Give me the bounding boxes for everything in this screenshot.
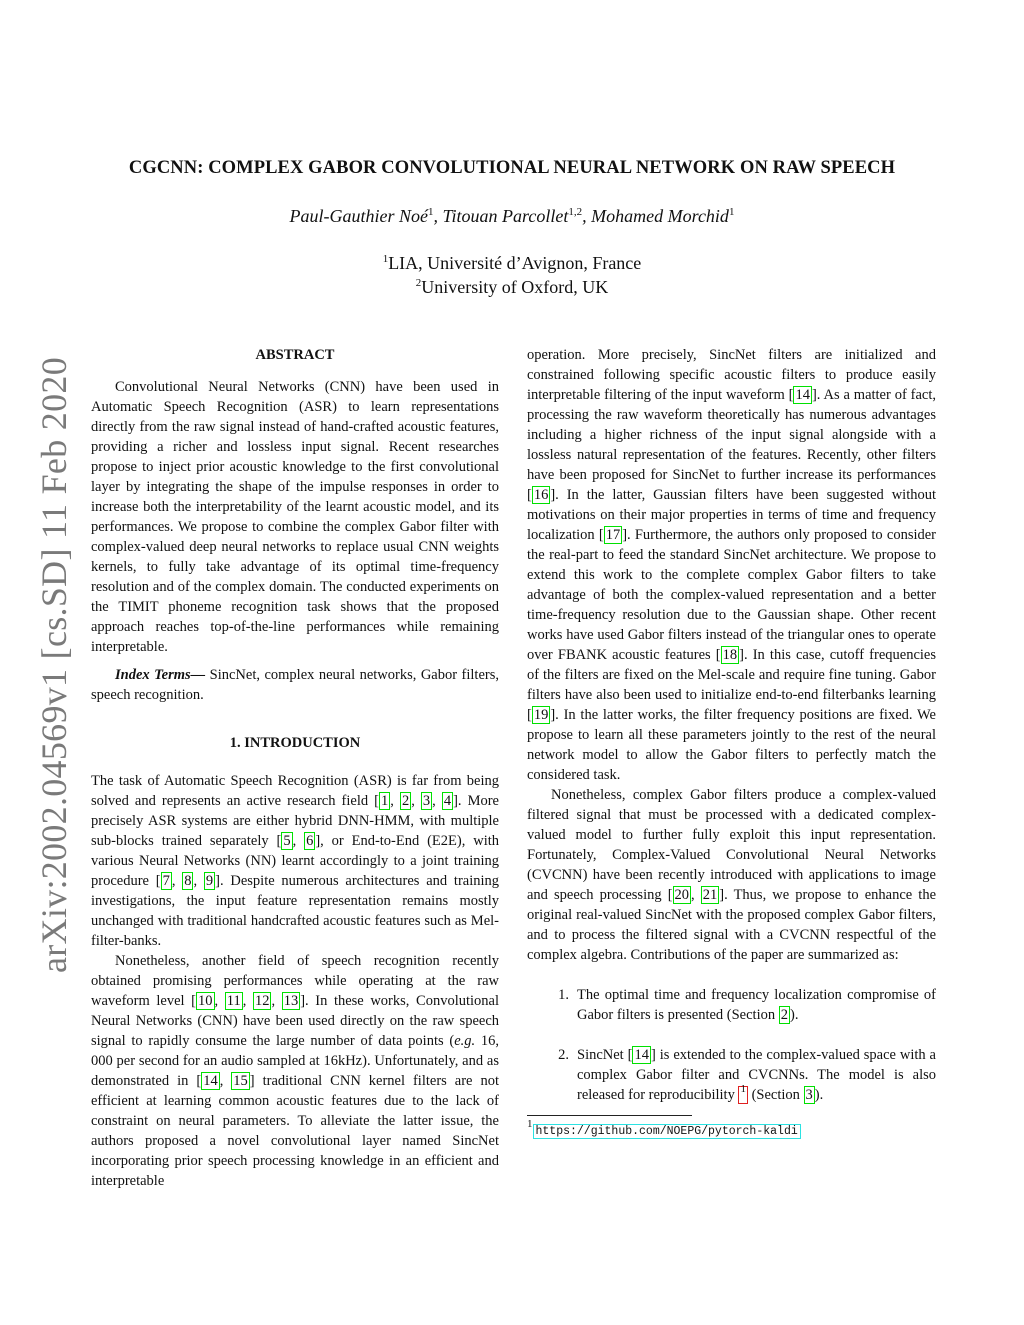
text-run: The optimal time and frequency localization compromise of Gabor filters is presented (Section [577, 987, 936, 1023]
citation-link[interactable]: 9 [205, 873, 214, 889]
citation-link[interactable]: 15 [233, 1073, 248, 1089]
text-run: ]. In this case, cutoff frequencies of the filters are fixed on the Mel-scale and require fine tuning. Gabor filters have also been used to initialize end-to-end filterbanks learning [ [527, 647, 936, 723]
text-run: , [432, 793, 442, 809]
text-run: SincNet [ [577, 1047, 633, 1063]
footnote-number: 1 [527, 1118, 533, 1130]
arxiv-identifier: arXiv:2002.04569v1 [cs.SD] 11 Feb 2020 [34, 356, 74, 974]
text-run: 16, 000 per second for an audio sampled at 16kHz). Unfortunately, and as demonstrated in [ [91, 1033, 500, 1089]
text-run: operation. More precisely, SincNet filters are initialized and constrained following specific acoustic filters to produce easily interpretable filtering of the input waveform [ [527, 347, 936, 403]
list-item-number: 2. [558, 1047, 569, 1063]
text-run: ]. As a matter of fact, processing the raw waveform theoretically has numerous advantages including a higher richness of the input signal alongside with a lossless natural representation of the features. Recently, other filters have been proposed for SincNet to further increase its performances [ [527, 387, 937, 503]
text-run: ] traditional CNN kernel filters are not efficient at learning common acoustic features due to the lack of constraint on neural parameters. To alleviate the latter issue, the authors proposed a novel convolutional layer named SincNet incorporating prior speech processing knowledge in an efficient and interpretable [91, 1073, 499, 1189]
text-run: , [242, 993, 253, 1009]
author-name: Mohamed Morchid [591, 206, 729, 226]
citation-link[interactable]: 5 [283, 833, 291, 849]
footnote-divider [527, 1115, 692, 1116]
list-item-text [577, 985, 936, 1025]
body-paragraph [527, 345, 936, 785]
intro-paragraph [91, 771, 499, 951]
text-run: ). [814, 1087, 824, 1103]
author-name: Paul-Gauthier Noé [289, 206, 429, 226]
citation-link[interactable]: 14 [795, 387, 810, 403]
list-item [527, 1045, 936, 1105]
text-run: , [171, 873, 183, 889]
citation-link[interactable]: 20 [674, 887, 690, 903]
section-link[interactable]: 3 [805, 1087, 813, 1103]
author-name: Titouan Parcollet [442, 206, 569, 226]
citation-link[interactable]: 6 [306, 833, 314, 849]
index-terms [91, 665, 499, 705]
list-item [527, 985, 936, 1025]
abstract-heading: ABSTRACT [255, 347, 335, 363]
footnote [527, 1118, 936, 1140]
citation-link[interactable]: 1 [381, 793, 389, 809]
citation-link[interactable]: 10 [198, 993, 213, 1009]
citation-link[interactable]: 8 [184, 873, 192, 889]
text-run: Nonetheless, complex Gabor filters produce a complex-valued filtered signal that must be processed with a dedicated complex-valued model to further fully exploit this input representation. Fortunately, Complex-Valued Convolutional Neural Networks (CVCNN) have been recently introduced with applications to image and speech processing [ [527, 787, 936, 903]
footnote-link[interactable] [738, 1083, 748, 1104]
text-run: , [219, 1073, 232, 1089]
affiliation-line [0, 253, 1024, 274]
paper-title: CGCNN: COMPLEX GABOR CONVOLUTIONAL NEURAL NETWORK ON RAW SPEECH [128, 158, 896, 178]
citation-link[interactable]: 7 [162, 873, 170, 889]
text-run: , [411, 793, 421, 809]
footnote-marker: 1 [740, 1083, 746, 1095]
author-separator: , [582, 206, 592, 226]
citation-link[interactable]: 21 [702, 887, 718, 903]
list-item-number: 1. [558, 987, 569, 1003]
list-item-text [577, 1045, 936, 1105]
text-run: , [691, 887, 701, 903]
citation-link[interactable]: 4 [443, 793, 452, 809]
contributions-list [527, 985, 936, 1105]
text-run: ]. In the latter, Gaussian filters have been suggested without motivations on their major properties in terms of time and frequency localization [ [527, 487, 936, 543]
author-list [0, 206, 1024, 227]
citation-link[interactable]: 16 [533, 487, 549, 503]
right-column [527, 345, 936, 1140]
text-run: ]. More precisely ASR systems are either hybrid DNN-HMM, with multiple sub-blocks trained separately [ [91, 793, 499, 849]
text-run: The task of Automatic Speech Recognition (ASR) is far from being solved and represents an active research field [ [91, 773, 499, 809]
citation-link[interactable]: 2 [401, 793, 410, 809]
author-affiliation-marker: 1 [428, 206, 434, 218]
affiliation-marker: 2 [415, 277, 422, 289]
text-run: , [390, 793, 400, 809]
author-affiliation-marker: 1 [728, 206, 735, 218]
intro-paragraph [91, 951, 499, 1191]
affiliation-text: University of Oxford, UK [421, 277, 609, 297]
citation-link[interactable]: 14 [203, 1073, 218, 1089]
citation-link[interactable]: 18 [722, 647, 738, 663]
affiliation-text: LIA, Université d’Avignon, France [388, 253, 642, 273]
citation-link[interactable]: 12 [254, 993, 270, 1009]
footnote-url-link[interactable]: https://github.com/NOEPG/pytorch-kaldi [533, 1124, 801, 1139]
citation-link[interactable]: 19 [533, 707, 549, 723]
section-link[interactable]: 2 [780, 1007, 788, 1023]
text-run: Nonetheless, another field of speech recognition recently obtained promising performances while operating at the raw waveform level [ [91, 953, 499, 1009]
text-run: ]. In these works, Convolutional Neural Networks (CNN) have been used directly on the raw speech signal to rapidly consume the large number of data points ( [91, 993, 499, 1049]
affiliation-line [0, 277, 1024, 298]
text-run: ]. In the latter works, the filter frequency positions are fixed. We propose to learn all these parameters jointly to the rest of the neural network model to allow the Gabor filters to perfectly match the considered task. [527, 707, 936, 783]
index-terms-label: Index Terms— [115, 667, 206, 683]
author-affiliation-marker: 1,2 [568, 206, 583, 218]
citation-link[interactable]: 11 [226, 993, 241, 1009]
text-run: ]. Despite numerous architectures and training investigations, the input feature representation remains mostly unchanged with traditional handcrafted acoustic features such as Mel-filter-banks. [91, 873, 500, 949]
citation-link[interactable]: 17 [605, 527, 621, 543]
arxiv-sidebar [32, 355, 76, 975]
citation-link[interactable]: 14 [634, 1047, 649, 1063]
text-run: ]. Furthermore, the authors only proposed to consider the real-part to feed the standard SincNet architecture. We propose to extend this work to the complete complex Gabor filters to take advantage of both the complex-valued representation and a better time-frequency resolution due to the Gaussian shape. Other recent works have used Gabor filters instead of the triangular ones to operate over FBANK acoustic features [ [527, 527, 936, 663]
text-run: ], or End-to-End (E2E), with various Neural Networks (NN) learnt accordingly to a joint training procedure [ [91, 833, 500, 889]
text-run: , [214, 993, 225, 1009]
text-run: ] is extended to the complex-valued space with a complex Gabor filter and CVCNNs. The model is also released for reproducibility [577, 1047, 936, 1103]
text-run: , [292, 833, 305, 849]
citation-link[interactable]: 3 [422, 793, 431, 809]
text-run: , [193, 873, 204, 889]
text-run: ]. Thus, we propose to enhance the original real-valued SincNet with the proposed complex Gabor filters, and to process the filtered signal with a CVCNN respectful of the complex algebra. Contributions of the paper are summarized as: [527, 887, 937, 963]
abstract-text: Convolutional Neural Networks (CNN) have been used in Automatic Speech Recognition (ASR) to learn representations directly from the raw signal instead of hand-crafted acoustic features, providing a richer and lossless input signal. Recent researches propose to inject prior acoustic knowledge to the first convolutional layer by integrating the shape of the impulse responses in order to increase both the interpretability of the learnt acoustic model, and its performances. We propose to combine the complex Gabor filter with complex-valued deep neural networks to replace usual CNN weights kernels, to fully take advantage of its optimal time-frequency resolution and of the complex domain. The conducted experiments on the TIMIT phoneme recognition task shows that the proposed approach reaches top-of-the-line performances while remaining interpretable. [91, 379, 499, 655]
affiliation-marker: 1 [382, 253, 389, 265]
section-heading-introduction: 1. INTRODUCTION [229, 735, 361, 751]
text-run: ). [789, 1007, 799, 1023]
index-terms-text: SincNet, complex neural networks, Gabor filters, speech recognition. [91, 667, 499, 703]
text-run-italic: e.g. [454, 1033, 476, 1049]
text-run: , [271, 993, 282, 1009]
citation-link[interactable]: 13 [283, 993, 299, 1009]
body-paragraph [527, 785, 936, 965]
left-column [91, 345, 499, 1191]
text-run: (Section [747, 1087, 804, 1103]
author-separator: , [433, 206, 443, 226]
